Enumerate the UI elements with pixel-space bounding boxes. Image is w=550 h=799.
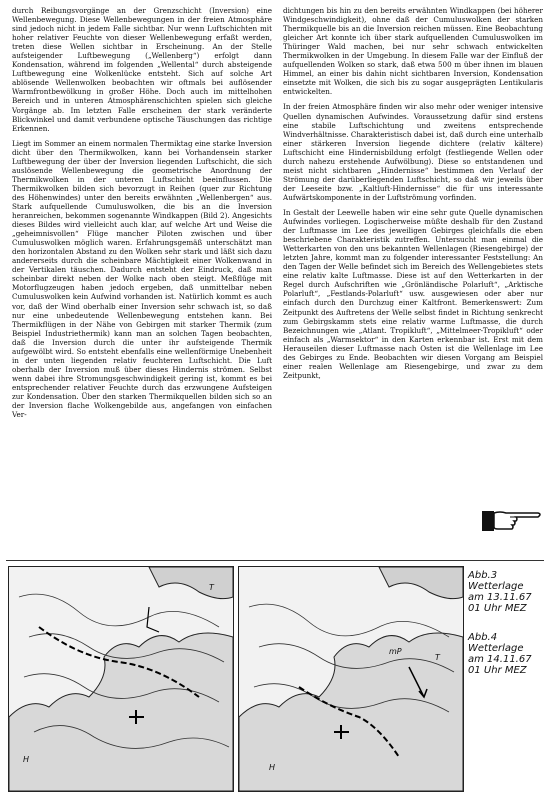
caption-line: 01 Uhr MEZ	[468, 603, 527, 614]
low-pressure-label: T	[435, 653, 440, 662]
high-pressure-label: H	[23, 755, 30, 764]
pointing-hand-icon	[480, 503, 544, 537]
article-right-column	[283, 6, 543, 382]
figure-caption-2	[468, 632, 548, 676]
caption-line: Wetterlage	[468, 643, 524, 654]
caption-line: am 14.11.67	[468, 654, 532, 665]
paragraph: Liegt im Sommer an einem normalen Thermiktag eine starke Inversion dicht über den Thermikwolken, kann bei Vorhandensein starker Luftbewegung der über der Inversion liegenden Luftschicht, die sich auslösende Wellenbewegung die geometrische Anordnung der Thermikwolken in der unteren Luftschicht beeinflussen. Die Thermikwolken bilden sich bevorzugt in Reihen (quer zur Richtung des Höhenwindes) unter den bereits erwähnten „Wellenbergen“ aus. Stark aufquellende Cumuluswolken, die bis an die Inversion heranreichen, bekommen sogenannte Windkappen (Bild 2). Angesichts dieses Bildes wird vielleicht auch klar, auf welche Art und Weise die „geheimnisvollen“ Flüge mancher Piloten zwischen und über Cumuluswolken möglich waren. Erfahrungsgemäß unterschätzt man den horizontalen Abstand zu den Wolken sehr stark und läßt sich dazu andererseits durch die scheinbare Mächtigkeit einer Wolkenwand in der Vertikalen täuschen. Dadurch entsteht der Eindruck, daß man scheinbar direkt neben der Wolke nach oben steigt. Meßflüge mit Motorflugzeugen haben jedoch ergeben, daß unmittelbar neben Cumuluswolken kein Aufwind vorhanden ist. Natürlich kommt es auch vor, daß der Wind oberhalb einer Inversion sehr schwach ist, so daß nur eine unbedeutende Wellenbewegung entstehen kann. Bei Thermikflügen in der Nähe von Gebirgen mit starker Thermik (zum Beispiel Industriethermik) kann man an solchen Tagen beobachten, daß die Inversion durch die unter ihr aufsteigende Thermik aufgewölbt wird. So entsteht ebenfalls eine wellenförmige Unebenheit in der unten liegenden relativ feuchteren Luftschicht. Die Luft oberhalb der Inversion muß über dieses Hindernis strömen. Selbst wenn dabei ihre Stromungsgeschwindigkeit gering ist, kommt es bei entsprechender relativer Feuchte durch das erzwungene Aufsteigen zur Kondensation. Über den starken Thermikquellen bilden sich so an der Inversion flache Wolkengebilde aus, angefangen von einfachen Ver-	[12, 138, 272, 420]
caption-line: am 13.11.67	[468, 592, 532, 603]
article-left-column	[12, 6, 272, 421]
caption-line: Abb.3	[468, 570, 498, 581]
caption-line: Abb.4	[468, 632, 498, 643]
figure-caption-1	[468, 570, 548, 614]
low-pressure-label: T	[209, 583, 214, 592]
paragraph: In Gestalt der Leewelle haben wir eine sehr gute Quelle dynamischen Aufwindes vorliegen. Logischerweise müßte deshalb für den Zustand der Luftmasse im Lee des jeweiligen Gebirges gleichfalls die eben beschriebene Charakteristik zutreffen. Untersucht man einmal die Wetterkarten von den uns bekannten Wellenlagen (Riesengebirge) der letzten Jahre, kommt man zu folgender interessanter Feststellung: An den Tagen der Welle befindet sich im Bereich des Wellengebietes stets eine relativ kalte Luftmasse. Diese ist auf den Wetterkarten in der Regel durch Aufschriften wie „Grönländische Polarluft“, „Arktische Polarluft“, „Festlands-Polarluft“ usw. ausgewiesen oder aber nur einfach durch den Durchzug einer Kaltfront. Bemerkenswert: Zum Zeitpunkt des Auftretens der Welle selbst findet in Richtung senkrecht zum Gebirgskamm stets eine relativ warme Luftmasse, die durch Bezeichnungen wie „Atlant. Tropikluft“, „Mittelmeer-Tropikluft“ oder einfach als „Warmsektor“ in den Karten erkennbar ist. Erst mit dem Herauseilen dieser Luftmasse nach Osten ist die Wellenlage im Lee des Gebirges zu Ende. Beobachten wir diesen Vorgang am Beispiel einer realen Wellenlage am Riesengebirge, und zwar zu dem Zeitpunkt,	[283, 207, 543, 380]
paragraph: In der freien Atmosphäre finden wir also mehr oder weniger intensive Quellen dynamischen Aufwindes. Voraussetzung dafür sind erstens eine stabile Luftschichtung und zweitens entsprechende Windverhältnisse. Charakteristisch dabei ist, daß durch eine unterhalb einer stärkeren Inversion liegende dichtere (relativ kältere) Luftschicht eine Hindernisbildung erfolgt (festliegende Wellen oder durch nahezu erstehende Aufwölbung). Diese so entstandenen und meist nicht sichtbaren „Hindernisse“ bestimmen den Verlauf der Strömung der darüberliegenden Luftschicht, so daß wir jeweils über der Leeseite bzw. „Kaltluft-Hindernisse“ die für uns interessante Aufwärtskomponente in der Luftströmung vorfinden.	[283, 102, 543, 202]
airmass-label: mP	[389, 647, 402, 656]
caption-line: 01 Uhr MEZ	[468, 665, 527, 676]
weather-map-2	[238, 566, 464, 792]
caption-line: Wetterlage	[468, 581, 524, 592]
paragraph: dichtungen bis hin zu den bereits erwähnten Windkappen (bei höherer Windgeschwindigkeit), ohne daß der Cumuluswolken der starken Thermikquelle bis an die Inversion reichen müssen. Eine Beobachtung gleicher Art konnte ich über stark aufquellenden Cumuluswolken im Thüringer Wald machen, bei nur sehr schwach entwickelten Thermikwolken in der Umgebung. In diesem Falle war der Einfluß der aufquellenden Wolken so stark, daß etwa 500 m über ihnen im blauen Himmel, an einer bis dahin nicht sichtbaren Inversion, Kondensation einsetzte mit Wolken, die sich bis zu sogar ausgeprägten Lentikularis entwickelten.	[283, 6, 543, 97]
weather-map-1	[8, 566, 234, 792]
paragraph: durch Reibungsvorgänge an der Grenzschicht (Inversion) eine Wellenbewegung. Diese Wellenbewegungen in der freien Atmosphäre sind jedoch nicht in jedem Falle sichtbar. Nur wenn Luftschichten mit hoher relativer Feuchte von dieser Wellenbewegung erfaßt werden, treten diese Wellen sichtbar in Erscheinung. An der Stelle aufsteigender Luftbewegung („Wellenberg“) erfolgt dann Kondensation, während im folgenden „Wellental“ durch absteigende Luftbewegung eine Wolkenlücke entsteht. Sich auf solche Art ablösende Wellenwolken beobachten wir oftmals bei auflösender Warmfrontbewölkung in großer Höhe. Doch auch im mittelhohen Bereich und in unteren Atmosphärenschichten spielen sich gleiche Vorgänge ab. Im letzten Falle erscheinen der stark veränderte Blickwinkel und damit verbundene optische Täuschungen das richtige Erkennen.	[12, 6, 272, 133]
high-pressure-label: H	[269, 763, 276, 772]
